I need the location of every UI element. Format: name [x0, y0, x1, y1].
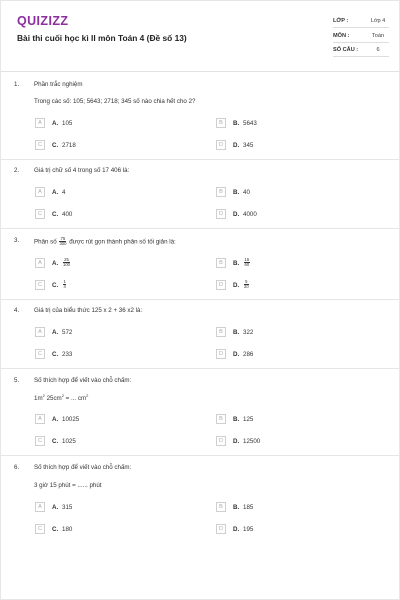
meta-label: SỐ CÂU :: [333, 47, 359, 53]
subtext-part: 1m: [34, 395, 43, 402]
meta-value: 6: [376, 47, 380, 53]
option-letter: C.: [52, 210, 59, 218]
page-title: Bài thi cuối học kì II môn Toán 4 (Đề số 13): [17, 33, 187, 43]
option-fraction: [244, 258, 250, 268]
option-letter: C.: [52, 281, 59, 289]
option-checkbox[interactable]: B: [216, 258, 226, 268]
question-number: 5.: [14, 377, 20, 384]
option-text: [243, 258, 251, 268]
option-letter: A.: [52, 415, 59, 423]
option-text: 1025: [62, 437, 76, 445]
option-checkbox[interactable]: B: [216, 414, 226, 424]
prompt-text-after: được rút gọn thành phân số tối giản là:: [69, 238, 176, 246]
option-text: 125: [243, 415, 254, 423]
question-subtext: [34, 393, 88, 402]
option-checkbox[interactable]: C: [35, 436, 45, 446]
option-text: 233: [62, 350, 73, 358]
option-checkbox[interactable]: A: [35, 258, 45, 268]
option-letter: D.: [233, 525, 240, 533]
meta-underline: [333, 56, 389, 57]
option-checkbox[interactable]: C: [35, 140, 45, 150]
option-checkbox[interactable]: C: [35, 209, 45, 219]
option-text: 400: [62, 210, 73, 218]
question-prompt: Phần trắc nghiệm: [34, 81, 83, 88]
fraction-numerator: 5: [245, 278, 248, 284]
option-checkbox[interactable]: C: [35, 349, 45, 359]
prompt-text-before: Phân số: [34, 238, 57, 246]
question-divider: [1, 368, 400, 369]
option-text: [62, 258, 71, 268]
option-letter: C.: [52, 525, 59, 533]
meta-underline: [333, 27, 389, 28]
fraction-denominator: 100: [63, 261, 70, 267]
question-prompt: Giá trị chữ số 4 trong số 17 406 là:: [34, 167, 130, 174]
option-letter: B.: [233, 503, 240, 511]
option-text: [243, 280, 250, 290]
option-letter: B.: [233, 328, 240, 336]
option-letter: A.: [52, 503, 59, 511]
option-letter: C.: [52, 350, 59, 358]
option-letter: B.: [233, 119, 240, 127]
option-checkbox[interactable]: B: [216, 502, 226, 512]
option-text: 180: [62, 525, 73, 533]
fraction-denominator: 4: [63, 283, 66, 289]
option-checkbox[interactable]: A: [35, 118, 45, 128]
question-divider: [1, 159, 400, 160]
option-letter: A.: [52, 188, 59, 196]
option-letter: D.: [233, 437, 240, 445]
option-checkbox[interactable]: B: [216, 327, 226, 337]
superscript: 2: [61, 393, 64, 398]
option-text: 345: [243, 141, 254, 149]
fraction-denominator: 60: [244, 261, 250, 267]
option-text: 10025: [62, 415, 80, 423]
option-letter: C.: [52, 437, 59, 445]
option-text: 572: [62, 328, 73, 336]
option-text: 315: [62, 503, 73, 511]
option-checkbox[interactable]: A: [35, 502, 45, 512]
option-letter: D.: [233, 281, 240, 289]
quizizz-logo: QUIZIZZ: [17, 14, 69, 28]
meta-underline: [333, 42, 389, 43]
option-text: 4: [62, 188, 66, 196]
option-letter: D.: [233, 141, 240, 149]
question-divider: [1, 455, 400, 456]
option-checkbox[interactable]: A: [35, 414, 45, 424]
question-number: 1.: [14, 81, 20, 88]
option-text: 195: [243, 525, 254, 533]
option-fraction: [63, 280, 66, 290]
fraction-numerator: 25: [64, 256, 69, 262]
subtext-part: 25cm: [44, 395, 62, 402]
subtext-part: = ... cm: [63, 395, 87, 402]
option-checkbox[interactable]: C: [35, 524, 45, 534]
question-subtext: 3 giờ 15 phút = ...... phút: [34, 482, 102, 489]
option-checkbox[interactable]: D: [216, 349, 226, 359]
question-divider: [1, 228, 400, 229]
question-prompt: Số thích hợp để viết vào chỗ chấm:: [34, 377, 132, 384]
question-number: 3.: [14, 237, 20, 244]
fraction-denominator: 300: [59, 241, 67, 247]
option-fraction: [63, 258, 70, 268]
option-letter: D.: [233, 350, 240, 358]
question-prompt: Giá trị của biểu thức 125 x 2 + 36 x2 là:: [34, 307, 143, 314]
meta-label: MÔN :: [333, 33, 350, 39]
question-prompt: [34, 237, 176, 247]
option-checkbox[interactable]: B: [216, 187, 226, 197]
option-checkbox[interactable]: D: [216, 140, 226, 150]
option-checkbox[interactable]: D: [216, 280, 226, 290]
meta-value: Lớp 4: [370, 18, 386, 24]
option-text: [62, 280, 67, 290]
meta-value: Toán: [371, 33, 385, 39]
meta-label: LỚP :: [333, 18, 349, 24]
question-number: 6.: [14, 464, 20, 471]
option-text: 105: [62, 119, 73, 127]
question-prompt: Số thích hợp để viết vào chỗ chấm:: [34, 464, 132, 471]
option-text: 5643: [243, 119, 257, 127]
question-number: 4.: [14, 307, 20, 314]
option-text: 185: [243, 503, 254, 511]
option-checkbox[interactable]: D: [216, 209, 226, 219]
question-subtext: Trong các số: 105; 5643; 2718; 345 số nào chia hết cho 2?: [34, 98, 196, 105]
superscript: 2: [42, 393, 45, 398]
option-letter: B.: [233, 415, 240, 423]
option-checkbox[interactable]: D: [216, 524, 226, 534]
option-text: 12500: [243, 437, 261, 445]
option-letter: B.: [233, 259, 240, 267]
question-divider: [1, 299, 400, 300]
option-text: 286: [243, 350, 254, 358]
fraction-numerator: 75: [60, 236, 66, 241]
fraction-numerator: 1: [63, 278, 66, 284]
option-fraction: [244, 280, 249, 290]
option-text: 322: [243, 328, 254, 336]
prompt-fraction: [59, 237, 66, 247]
option-letter: A.: [52, 119, 59, 127]
option-checkbox[interactable]: C: [35, 280, 45, 290]
option-letter: D.: [233, 210, 240, 218]
header-divider: [1, 71, 400, 72]
option-checkbox[interactable]: D: [216, 436, 226, 446]
option-letter: B.: [233, 188, 240, 196]
option-text: 40: [243, 188, 250, 196]
option-checkbox[interactable]: A: [35, 187, 45, 197]
option-checkbox[interactable]: A: [35, 327, 45, 337]
question-number: 2.: [14, 167, 20, 174]
option-checkbox[interactable]: B: [216, 118, 226, 128]
superscript: 2: [86, 393, 89, 398]
fraction-numerator: 15: [244, 256, 250, 262]
option-letter: A.: [52, 259, 59, 267]
option-text: 4000: [243, 210, 257, 218]
option-text: 2718: [62, 141, 76, 149]
option-letter: A.: [52, 328, 59, 336]
fraction-denominator: 20: [244, 283, 249, 289]
option-letter: C.: [52, 141, 59, 149]
